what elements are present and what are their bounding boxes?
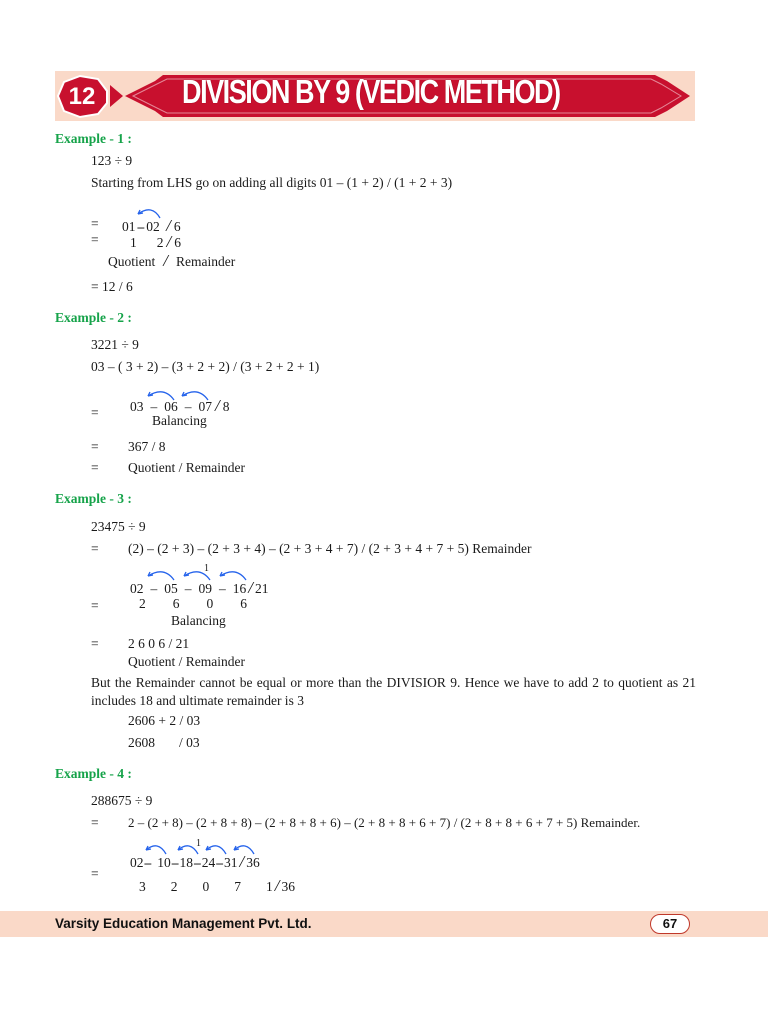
- example-3-step-2: 2608 / 03: [128, 735, 200, 750]
- chapter-number: 12: [68, 83, 96, 110]
- example-4-row-2: 3 2 0 7 1 / 36: [139, 876, 295, 895]
- example-4-row-1: 02– 10–18–24–31 / 36: [130, 852, 260, 871]
- example-1-equals-1: =: [91, 216, 99, 231]
- page-number: 67: [650, 914, 690, 934]
- example-2-result-equals: =: [91, 439, 99, 454]
- example-3-result-equals: =: [91, 636, 99, 651]
- example-3-description-equals: =: [91, 541, 99, 556]
- example-2-problem: 3221 ÷ 9: [91, 337, 139, 352]
- example-3-row-1: 02 – 05 – 09 – 16 / 21: [130, 578, 269, 597]
- example-2-description: 03 – ( 3 + 2) – (3 + 2 + 2) / (3 + 2 + 2 + 1): [91, 359, 320, 374]
- example-3-note: But the Remainder cannot be equal or more than the DIVISIOR 9. Hence we have to add 2 to quotient as 21 includes 18 and ultimate remainder is 3: [91, 675, 696, 708]
- example-1-problem: 123 ÷ 9: [91, 153, 133, 168]
- example-3-step-1: 2606 + 2 / 03: [128, 713, 201, 728]
- example-4-carry: 1: [196, 838, 201, 849]
- example-3-balancing: Balancing: [171, 613, 226, 628]
- example-3-description: (2) – (2 + 3) – (2 + 3 + 4) – (2 + 3 + 4 + 7) / (2 + 3 + 4 + 7 + 5) Remainder: [128, 541, 532, 556]
- example-2-result: 367 / 8: [128, 439, 166, 454]
- example-3-row-2: 2 6 0 6: [139, 596, 247, 611]
- example-1-labels: Quotient / Remainder: [108, 251, 236, 270]
- example-1-equals-2: =: [91, 232, 99, 247]
- example-2-equals-1: =: [91, 405, 99, 420]
- example-4-heading: Example - 4 :: [55, 766, 132, 781]
- example-2-balancing: Balancing: [152, 413, 207, 428]
- example-3-result: 2 6 0 6 / 21: [128, 636, 190, 651]
- example-1-row-2: 1 2 / 6: [130, 232, 181, 251]
- example-4-problem: 288675 ÷ 9: [91, 793, 153, 808]
- example-4-description-equals: =: [91, 815, 99, 830]
- example-1-description: Starting from LHS go on adding all digits 01 – (1 + 2) / (1 + 2 + 3): [91, 175, 453, 190]
- example-1-result: = 12 / 6: [91, 279, 133, 294]
- example-4-description: 2 – (2 + 8) – (2 + 8 + 8) – (2 + 8 + 8 + 6) – (2 + 8 + 8 + 6 + 7) / (2 + 8 + 8 + 6 + 7 + 5) Remainder.: [128, 815, 641, 830]
- example-3-labels: Quotient / Remainder: [128, 654, 245, 669]
- example-2-labels-equals: =: [91, 460, 99, 475]
- example-3-equals-1: =: [91, 598, 99, 613]
- example-3-heading: Example - 3 :: [55, 491, 132, 506]
- example-2-heading: Example - 2 :: [55, 310, 132, 325]
- example-1-row-1: 01 – 02 / 6: [122, 216, 181, 235]
- footer-publisher: Varsity Education Management Pvt. Ltd.: [55, 916, 312, 931]
- page-title: DIVISION BY 9 (VEDIC METHOD): [182, 73, 560, 110]
- example-4-equals-1: =: [91, 866, 99, 881]
- example-1-heading: Example - 1 :: [55, 131, 132, 146]
- example-3-carry: 1: [204, 563, 209, 574]
- example-2-row-1: 03 – 06 – 07 / 8: [130, 396, 230, 415]
- example-3-problem: 23475 ÷ 9: [91, 519, 146, 534]
- example-2-labels: Quotient / Remainder: [128, 460, 245, 475]
